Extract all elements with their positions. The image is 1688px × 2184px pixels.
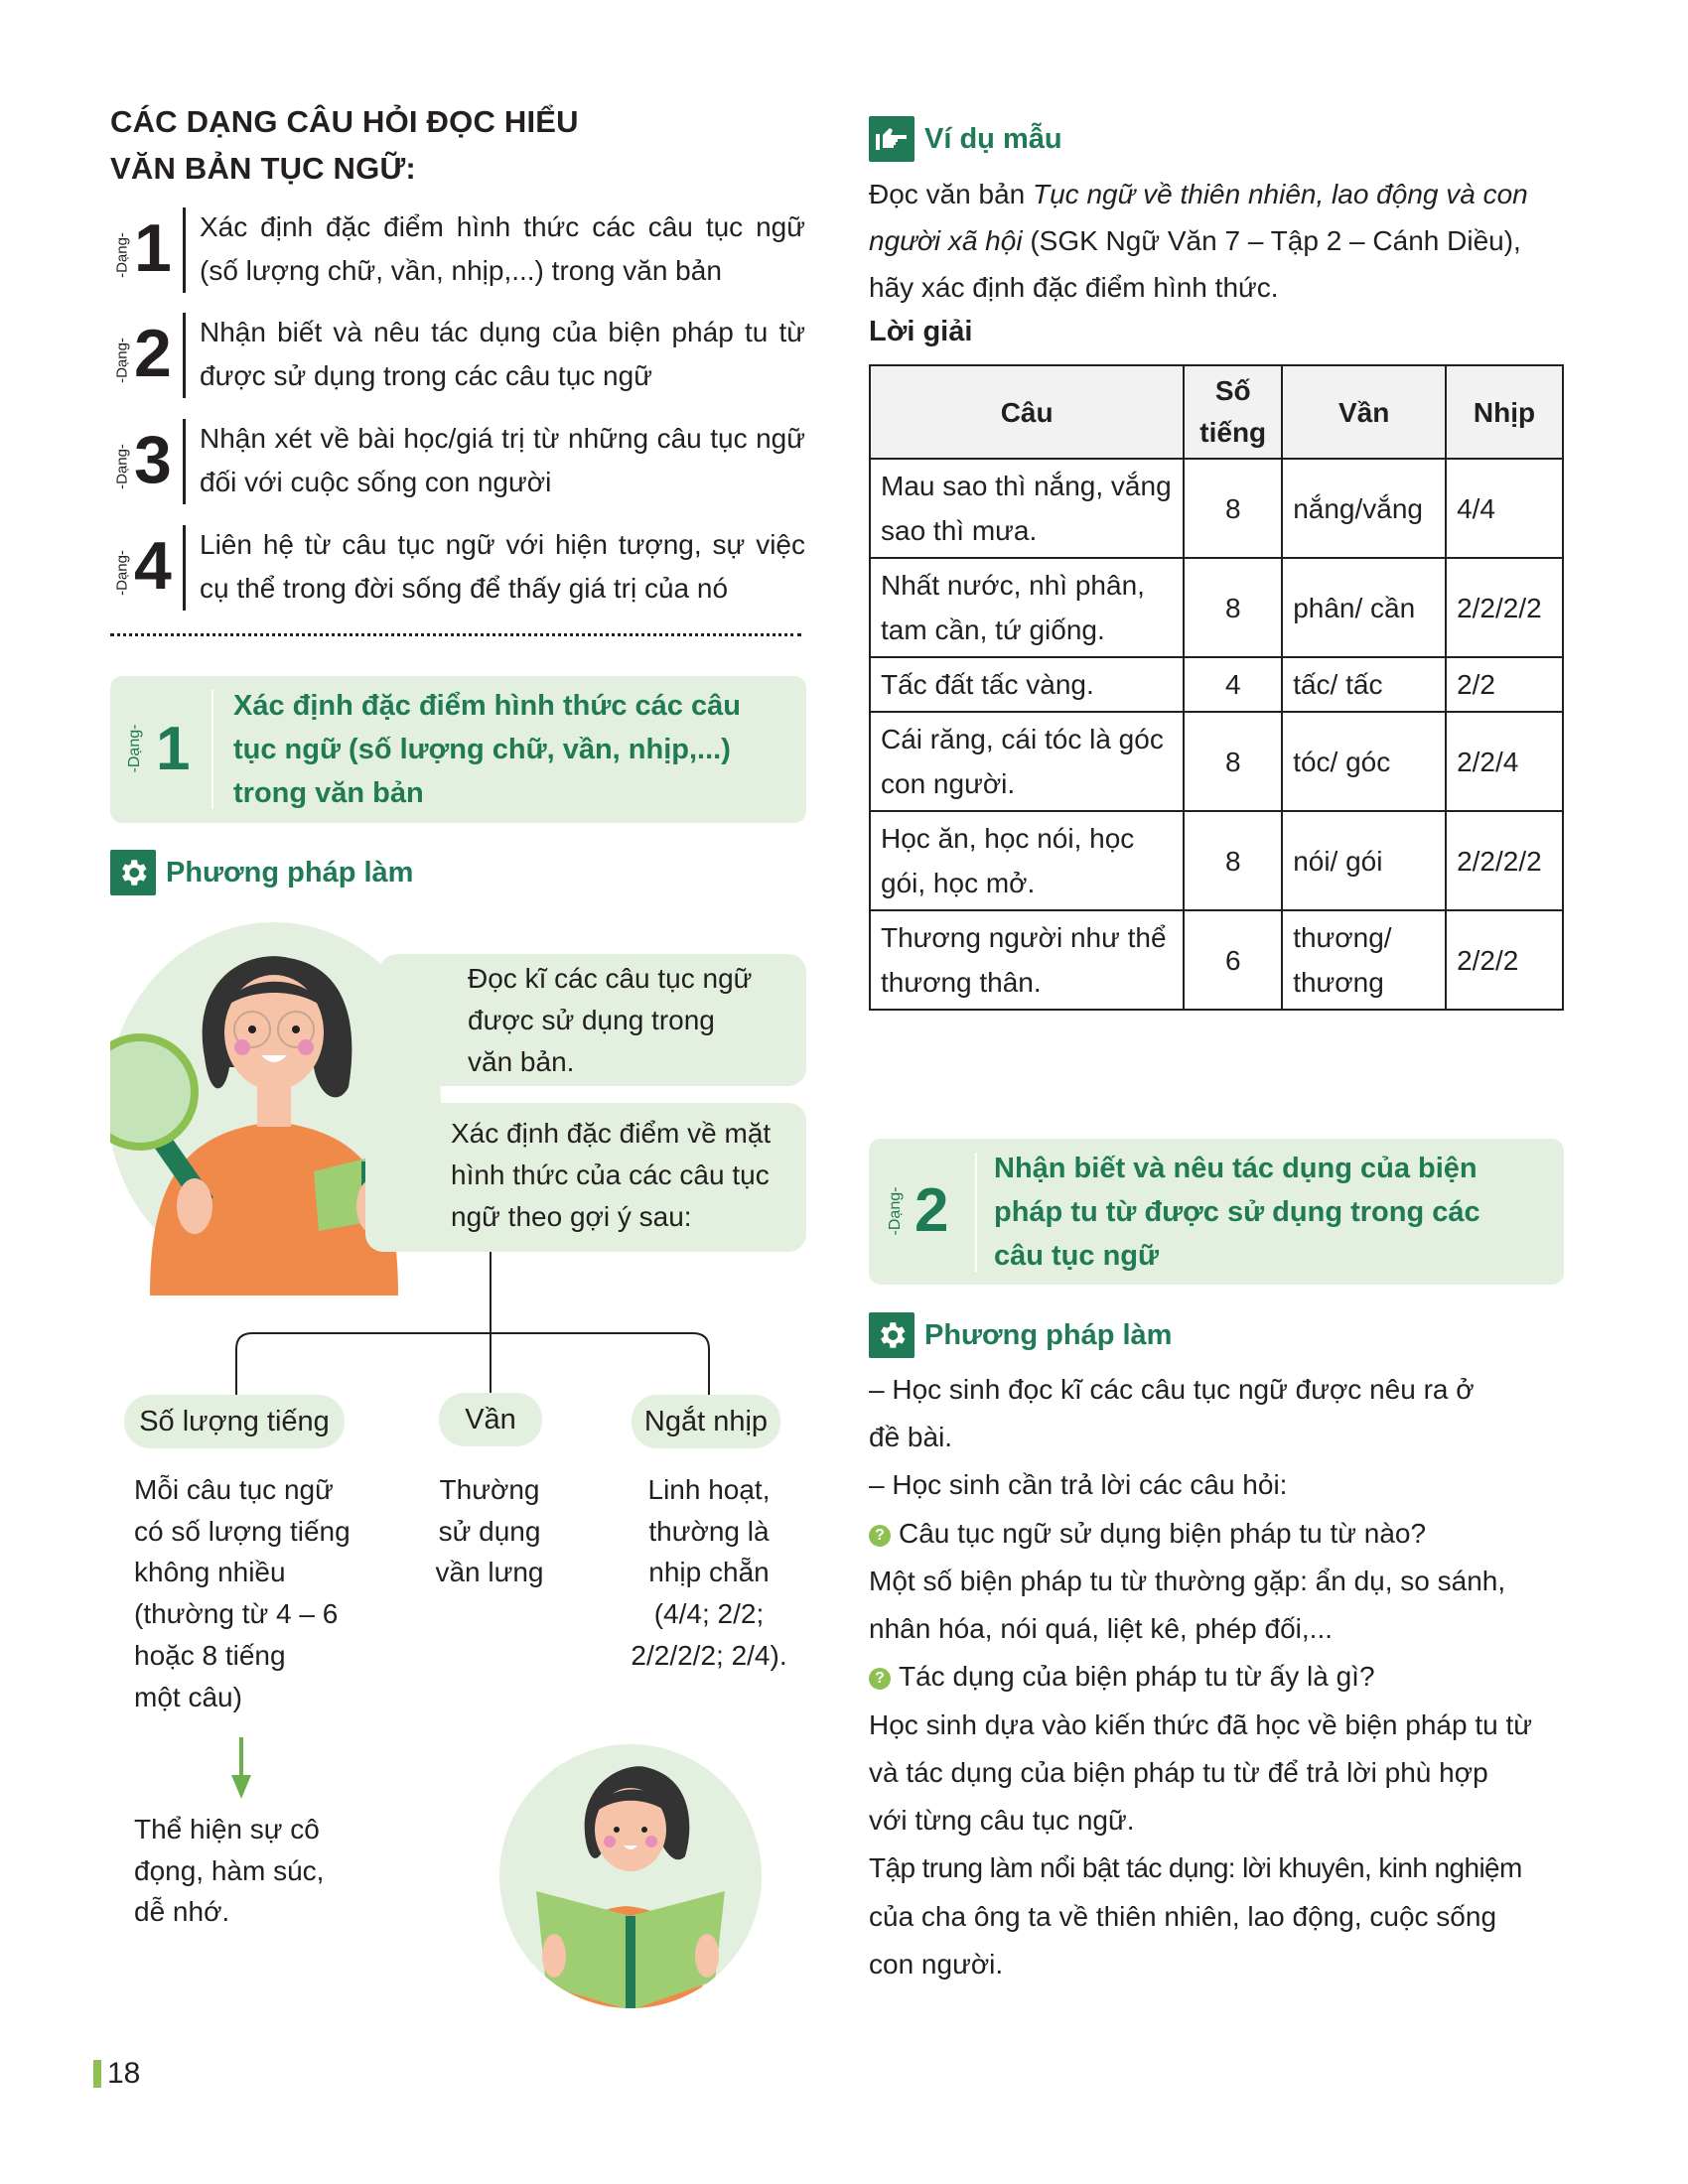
- header-cau: Câu: [870, 365, 1184, 459]
- dang-label: -Dạng-: [113, 232, 131, 278]
- table-row: Mau sao thì nắng, vắng sao thì mưa. 8 nắng/vắng 4/4: [870, 459, 1563, 558]
- table-row: Nhất nước, nhì phân, tam cần, tứ giống. 8 phân/ cần 2/2/2/2: [870, 558, 1563, 657]
- instruction-bubble-2: [365, 1103, 806, 1252]
- page-title-line2: VĂN BẢN TỤC NGỮ:: [110, 151, 416, 186]
- divider-bar: [183, 313, 186, 398]
- node-ngat-nhip: Ngắt nhịp: [632, 1395, 780, 1448]
- table-header-row: [870, 365, 1563, 459]
- answer-table: [869, 364, 1564, 1011]
- dang-label: -Dạng-: [113, 550, 131, 596]
- arrow-down-icon: [229, 1737, 253, 1801]
- table-row: Cái răng, cái tóc là góc con người. 8 tóc/ góc 2/2/4: [870, 712, 1563, 811]
- desc-van: Thường sử dụng vần lưng: [435, 1474, 544, 1588]
- desc-so-luong-tieng: Mỗi câu tục ngữ có số lượng tiếng không nhiều (thường từ 4 – 6 hoặc 8 tiếng một câu): [134, 1474, 351, 1712]
- header-so-tieng: Số tiếng: [1184, 365, 1282, 459]
- example-prompt: Đọc văn bản Tục ngữ về thiên nhiên, lao động và con người xã hội (SGK Ngữ Văn 7 – Tập 2 – Cánh Diều), hãy xác định đặc điểm hình thức.: [869, 179, 1528, 303]
- page-title-line1: CÁC DẠNG CÂU HỎI ĐỌC HIỂU: [110, 104, 579, 139]
- table-row: Tấc đất tấc vàng. 4 tấc/ tấc 2/2: [870, 657, 1563, 712]
- node-van: Vần: [439, 1393, 542, 1446]
- divider-bar: [183, 419, 186, 504]
- pointing-hand-icon: [869, 116, 914, 162]
- node-so-luong-tieng: Số lượng tiếng: [124, 1395, 345, 1448]
- instruction-bubble-1: [379, 954, 806, 1086]
- dang-label: -Dạng-: [113, 444, 131, 489]
- dang-number: 3: [134, 422, 172, 497]
- dang-number: 1: [156, 715, 191, 783]
- divider-bar: [183, 525, 186, 611]
- page-marker: [93, 2060, 101, 2088]
- dang1-title: Xác định đặc điểm hình thức các câu tục ngữ (số lượng chữ, vần, nhịp,...) trong văn bản: [233, 690, 741, 809]
- question-type-1: [110, 205, 805, 299]
- tree-connector: [199, 1252, 755, 1401]
- bubble2-text: Xác định đặc điểm về mặt hình thức của các câu tục ngữ theo gợi ý sau:: [451, 1118, 772, 1232]
- dang-number: 2: [134, 316, 172, 391]
- method-heading-left: Phương pháp làm: [110, 849, 413, 896]
- question-type-3: [110, 417, 805, 510]
- dotted-separator: [110, 633, 801, 636]
- example-heading: Ví dụ mẫu: [869, 115, 1062, 163]
- dang-label: -Dạng-: [126, 724, 143, 773]
- answer-heading: Lời giải: [869, 316, 973, 347]
- dang-number: 4: [134, 528, 172, 604]
- question-type-text: Liên hệ từ câu tục ngữ với hiện tượng, sự việc cụ thể trong đời sống để thấy giá trị của nó: [200, 529, 805, 604]
- dang2-title: Nhận biết và nêu tác dụng của biện pháp tu từ được sử dụng trong các câu tục ngữ: [994, 1153, 1480, 1272]
- dang-number: 2: [914, 1176, 949, 1245]
- desc-ngat-nhip: Linh hoạt, thường là nhịp chẵn (4/4; 2/2; 2/2/2/2; 2/4).: [631, 1474, 787, 1671]
- question-icon: ?: [869, 1668, 891, 1690]
- method-heading-right: Phương pháp làm: [869, 1311, 1172, 1359]
- question-item: ? Tác dụng của biện pháp tu từ ấy là gì?: [869, 1653, 1564, 1701]
- dang-number: 1: [134, 210, 172, 286]
- result-text: Thể hiện sự cô đọng, hàm súc, dễ nhớ.: [134, 1814, 325, 1928]
- gear-icon: [110, 850, 156, 895]
- box-divider: [211, 690, 213, 809]
- question-type-text: Nhận xét về bài học/giá trị từ những câu tục ngữ đối với cuộc sống con người: [200, 423, 805, 497]
- woman-reading-illustration: [496, 1742, 765, 2010]
- box-divider: [975, 1153, 977, 1272]
- question-type-text: Nhận biết và nêu tác dụng của biện pháp tu từ được sử dụng trong các câu tục ngữ: [200, 317, 805, 391]
- dang1-heading-box: [110, 676, 806, 823]
- question-type-text: Xác định đặc điểm hình thức các câu tục ngữ (số lượng chữ, vần, nhịp,...) trong văn bản: [200, 211, 805, 286]
- header-van: Vần: [1282, 365, 1446, 459]
- table-row: Thương người như thể thương thân. 6 thương/ thương 2/2/2: [870, 910, 1563, 1010]
- question-type-4: [110, 523, 805, 616]
- dang-label: -Dạng-: [887, 1186, 904, 1236]
- divider-bar: [183, 207, 186, 293]
- question-type-2: [110, 311, 805, 404]
- question-item: ? Câu tục ngữ sử dụng biện pháp tu từ nào?: [869, 1510, 1564, 1558]
- table-row: Học ăn, học nói, học gói, học mở. 8 nói/ gói 2/2/2/2: [870, 811, 1563, 910]
- gear-icon: [869, 1312, 914, 1358]
- header-nhip: Nhịp: [1446, 365, 1563, 459]
- dang-label: -Dạng-: [113, 338, 131, 383]
- question-icon: ?: [869, 1525, 891, 1547]
- dang2-heading-box: [869, 1139, 1564, 1285]
- page-number: 18: [93, 2057, 140, 2091]
- bubble1-text: Đọc kĩ các câu tục ngữ được sử dụng trong văn bản.: [468, 963, 753, 1077]
